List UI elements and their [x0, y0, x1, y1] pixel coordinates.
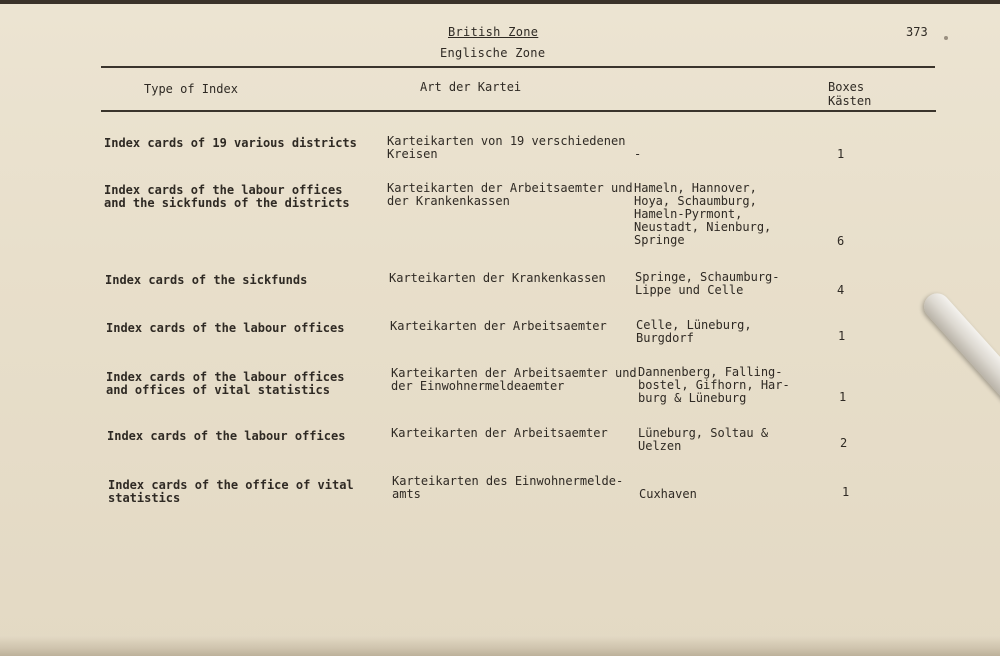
top-rule [101, 66, 935, 68]
table-cell-boxes: 2 [840, 436, 848, 450]
table-cell-type: Index cards of 19 various districts [104, 136, 357, 150]
table-cell-place: Celle, Lüneburg, Burgdorf [636, 318, 752, 345]
table-cell-place: Lüneburg, Soltau & Uelzen [638, 426, 769, 453]
table-cell-art: Karteikarten der Krankenkassen [389, 271, 606, 285]
table-cell-type: Index cards of the office of vital statistics [108, 478, 354, 505]
table-cell-boxes: 1 [839, 390, 847, 404]
page-title: British Zone [448, 25, 539, 39]
header-rule [101, 110, 936, 112]
table-cell-art: Karteikarten des Einwohnermelde- amts [392, 474, 624, 501]
table-cell-art: Karteikarten der Arbeitsaemter und der Krankenkassen [387, 181, 633, 208]
page-subtitle: Englische Zone [440, 46, 546, 60]
table-cell-place: Dannenberg, Falling- bostel, Gifhorn, Har- burg & Lüneburg [638, 365, 790, 405]
table-cell-type: Index cards of the labour offices [106, 321, 345, 335]
page-number: 373 [906, 25, 928, 39]
table-cell-boxes: 4 [837, 283, 845, 297]
table-cell-place: Springe, Schaumburg- Lippe und Celle [635, 270, 780, 297]
column-header-boxes: Boxes Kästen [828, 80, 872, 108]
paper-clip [919, 288, 1000, 417]
table-cell-art: Karteikarten der Arbeitsaemter und der Einwohnermeldeaemter [391, 366, 637, 393]
table-cell-boxes: 1 [842, 485, 850, 499]
table-cell-art: Karteikarten der Arbeitsaemter [390, 319, 607, 333]
column-header-type: Type of Index [144, 82, 238, 96]
table-cell-art: Karteikarten von 19 verschiedenen Kreisen [387, 134, 626, 161]
table-cell-type: Index cards of the labour offices and the sickfunds of the districts [104, 183, 350, 210]
column-header-art: Art der Kartei [420, 80, 522, 94]
table-cell-place: Cuxhaven [639, 487, 697, 501]
table-cell-art: Karteikarten der Arbeitsaemter [391, 426, 608, 440]
table-cell-type: Index cards of the labour offices and offices of vital statistics [106, 370, 345, 397]
paper-mark [944, 36, 948, 40]
table-cell-type: Index cards of the sickfunds [105, 273, 308, 287]
table-cell-boxes: 1 [837, 147, 845, 161]
table-cell-place: - [634, 147, 642, 161]
table-cell-place: Hameln, Hannover, Hoya, Schaumburg, Hameln-Pyrmont, Neustadt, Nienburg, Springe [634, 181, 772, 247]
table-cell-boxes: 1 [838, 329, 846, 343]
table-cell-boxes: 6 [837, 234, 845, 248]
table-cell-type: Index cards of the labour offices [107, 429, 346, 443]
